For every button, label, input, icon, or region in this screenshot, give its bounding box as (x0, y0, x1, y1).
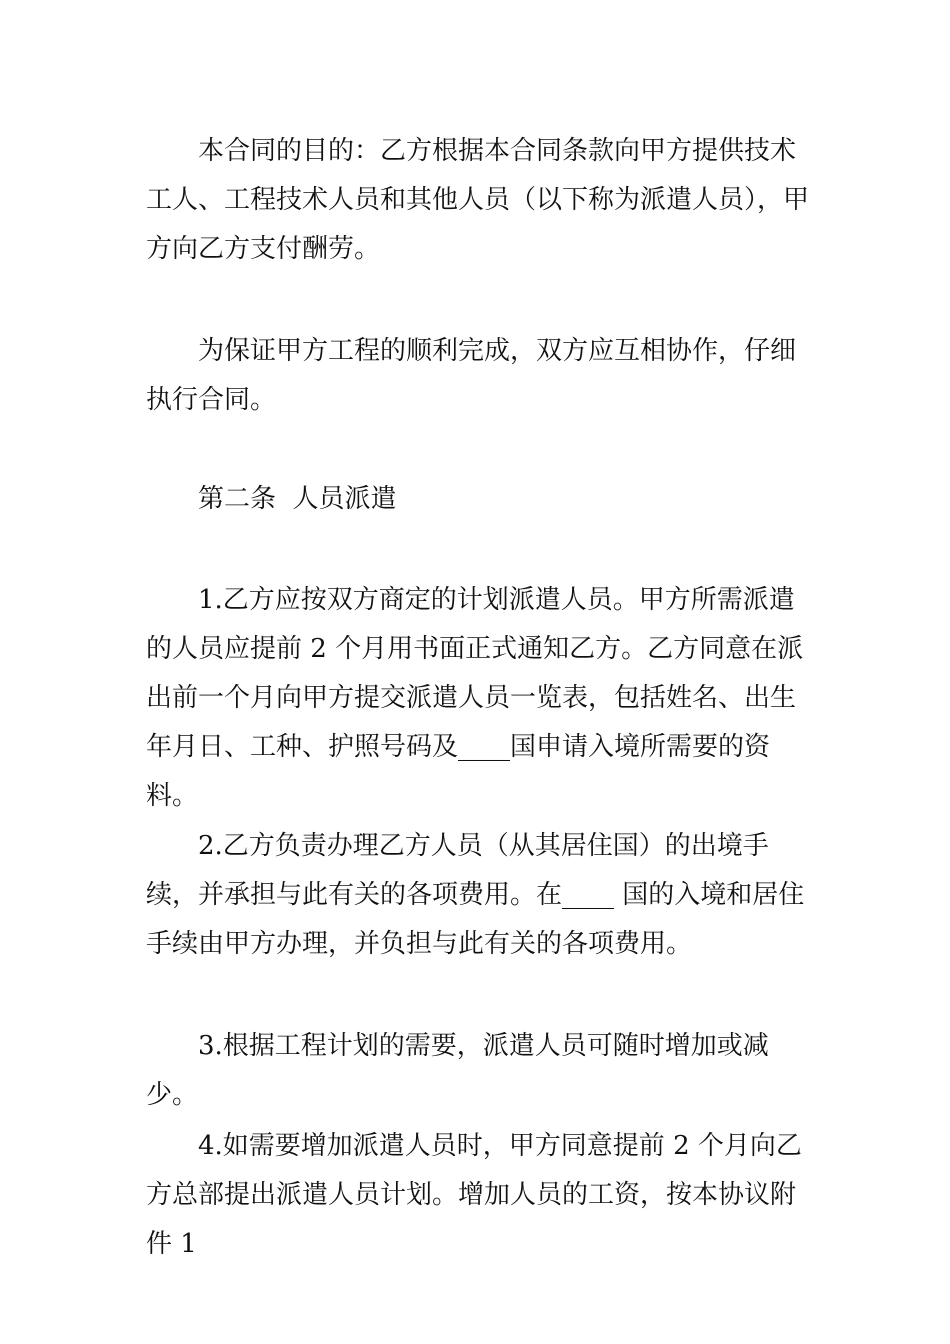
paragraph-clause-2: 2.乙方负责办理乙方人员（从其居住国）的出境手续，并承担与此有关的各项费用。在____ 国的入境和居住手续由甲方办理，并负担与此有关的各项费用。 (146, 831, 805, 959)
paragraph-contract-purpose: 本合同的目的：乙方根据本合同条款向甲方提供技术工人、工程技术人员和其他人员（以下称为派遣人员），甲方向乙方支付酬劳。 (146, 136, 810, 264)
paragraph-cooperation: 为保证甲方工程的顺利完成，双方应互相协作，仔细执行合同。 (146, 336, 797, 415)
section-heading-article-2: 第二条 人员派遣 (198, 484, 397, 514)
paragraph-clause-4: 4.如需要增加派遣人员时，甲方同意提前 2 个月向乙方总部提出派遣人员计划。增加人员的工资，按本协议附件 1 (146, 1131, 802, 1259)
paragraph-clause-1: 1.乙方应按双方商定的计划派遣人员。甲方所需派遣的人员应提前 2 个月用书面正式通知乙方。乙方同意在派出前一个月向甲方提交派遣人员一览表，包括姓名、出生年月日、工种、护照号码及____国申请入境所需要的资料。 (146, 585, 804, 811)
paragraph-clause-3: 3.根据工程计划的需要，派遣人员可随时增加或减少。 (146, 1031, 769, 1110)
